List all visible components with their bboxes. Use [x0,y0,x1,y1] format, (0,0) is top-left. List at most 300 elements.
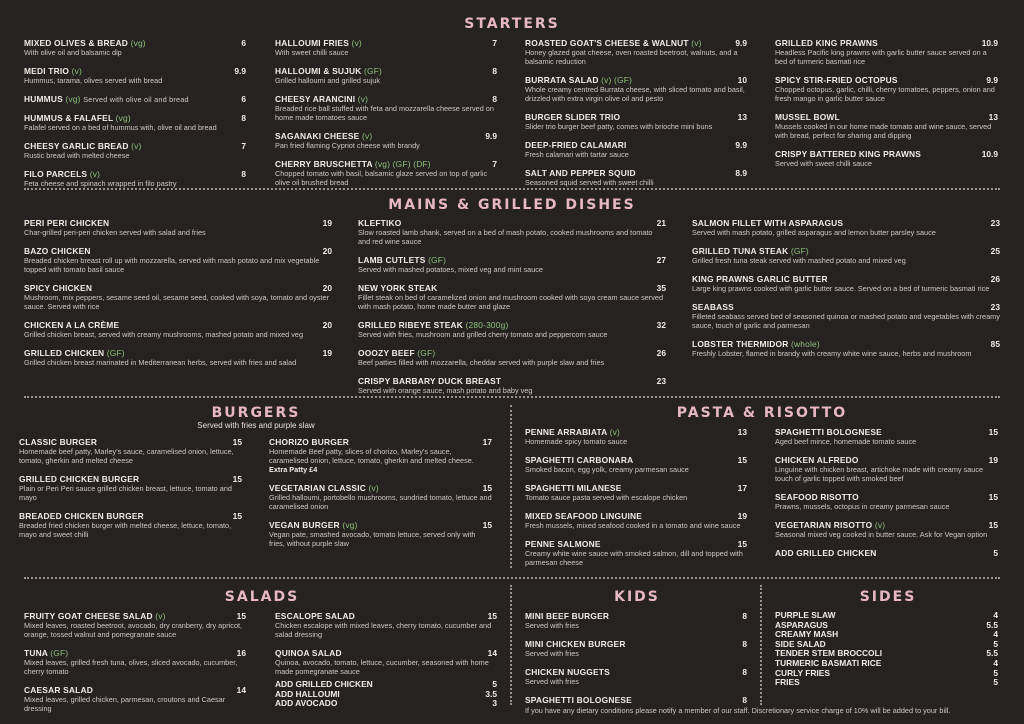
starters-title: STARTERS [464,16,560,32]
burgers-col-1 [19,437,242,548]
item-extra: Extra Patty £4 [269,465,318,474]
starters-col-4 [775,38,998,177]
item-description: Hummus, tarama, olives served with bread [24,76,163,85]
item-description: Headless Pacific king prawns with garlic butter sauce served on a bed of turmeric basmati rice [775,48,987,66]
item-diet-tag: (v) [357,94,369,104]
item-price: 15 [988,520,998,530]
menu-item [692,274,1000,293]
item-diet-tag: (vg) (GF) (DF) [374,159,431,169]
menu-item [24,169,246,188]
item-diet-tag: (GF) [106,348,125,358]
item-description: Served with mashed potatoes, mixed veg and mint sauce [358,265,543,274]
item-diet-tag: (v) [351,38,362,48]
item-name: GRILLED RIBEYE STEAK [358,320,463,330]
item-description: Vegan pate, smashed avocado, tomato lettuce, served only with fries, without purple slaw [269,530,476,548]
item-description: Served with sweet chilli sauce [775,159,872,168]
menu-item [692,218,1000,237]
item-description: Breaded fried chicken burger with melted cheese, lettuce, tomato, mayo and sweet chilli [19,521,232,539]
burgers-title: BURGERS [211,405,301,421]
item-description: Served with fries, mushroom and grilled cherry tomato and peppercorn sauce [358,330,608,339]
item-price: 7 [241,141,246,151]
item-price: 15 [487,611,497,621]
menu-item [269,483,492,511]
item-price: 15 [482,483,492,493]
menu-item [24,283,332,311]
item-price: 6 [241,38,246,48]
item-price: 23 [990,218,1000,228]
mains-title: MAINS & GRILLED DISHES [388,197,636,213]
menu-item [525,455,747,474]
item-diet-tag: (vg) [342,520,358,530]
item-description: Chopped octopus, garlic, chilli, cherry tomatoes, peppers, onion and fresh mango in garlic butter sauce [775,85,995,103]
item-name: SPAGHETTI BOLOGNESE [775,427,882,437]
item-price: 8 [742,667,747,677]
kids-title: KIDS [614,589,660,605]
item-price: 13 [988,112,998,122]
item-description: Whole creamy centred Burrata cheese, with sliced tomato and basil, drizzled with extra virgin olive oil and pesto [525,85,745,103]
menu-item [24,141,246,160]
divider [24,577,1000,579]
menu-item [269,437,492,474]
item-description: Slider trio burger beef patty, comes with brioche mini buns [525,122,713,131]
item-price: 15 [232,511,242,521]
item-description: Served with mash potato, grilled asparagus and lemon butter parsley sauce [692,228,936,237]
item-name: HALLOUMI FRIES [275,38,349,48]
item-diet-tag: (v) (GF) [601,75,633,85]
item-price: 10.9 [981,38,998,48]
item-price: 9.9 [986,75,998,85]
item-name: VEGAN BURGER [269,520,340,530]
item-description: Plain or Peri Peri sauce grilled chicken breast, lettuce, tomato and mayo [19,484,232,502]
menu-item [24,320,332,339]
item-price: 15 [236,611,246,621]
menu-item [358,255,666,274]
item-diet-tag: (v) [131,141,142,151]
item-name: SALMON FILLET WITH ASPARAGUS [692,218,844,228]
item-name: SPICY STIR-FRIED OCTOPUS [775,75,898,85]
item-description: Fresh mussels, mixed seafood cooked in a tomato and wine sauce [525,521,741,530]
item-name: KLEFTIKO [358,218,402,228]
item-name: ADD GRILLED CHICKEN [775,548,877,558]
item-description: Homemade Beef patty, slices of chorizo, Marley's sauce, caramelised onion, lettuce, tomato, gherkin and melted cheese. [269,447,474,465]
item-description: Mussels cooked in our home made tomato and wine sauce, served with bread, perfect for sharing and dipping [775,122,992,140]
kids-col [525,611,747,714]
salads-title: SALADS [224,589,300,605]
item-name: HALLOUMI & SUJUK [275,66,362,76]
item-description: Mixed leaves, grilled fresh tuna, olives, sliced avocado, cucumber, cherry tomato [24,658,238,676]
side-row: TENDER STEM BROCCOLI 5.5 [775,648,998,659]
item-name: KING PRAWNS GARLIC BUTTER [692,274,828,284]
item-name: CHEESY ARANCINI [275,94,356,104]
item-name: CHICKEN ALFREDO [775,455,859,465]
item-diet-tag: (GF) [790,246,809,256]
menu-item [525,611,747,630]
item-price: 5 [993,548,998,558]
item-diet-tag: (v) [609,427,620,437]
item-description: Mixed leaves, roasted beetroot, avocado, dry cranberry, dry apricot, orange, tossed walnut and pomegranate sauce [24,621,243,639]
menu-item [24,648,246,676]
menu-item [24,113,246,132]
item-name: GRILLED CHICKEN BURGER [19,474,140,484]
menu-item [275,38,497,57]
item-price: 8 [241,113,246,123]
item-diet-tag: (vg) [65,94,81,104]
item-price: 10 [737,75,747,85]
menu-item [525,539,747,567]
item-price: 25 [990,246,1000,256]
item-name: LAMB CUTLETS [358,255,426,265]
menu-item [692,339,1000,358]
menu-item [775,38,998,66]
item-description: Falafel served on a bed of hummus with, olive oil and bread [24,123,217,132]
item-price: 7 [492,38,497,48]
item-price: 21 [656,218,666,228]
item-price: 17 [482,437,492,447]
item-name: VEGETARIAN CLASSIC [269,483,366,493]
item-description: Freshly Lobster, flamed in brandy with creamy white wine sauce, herbs and mushroom [692,349,972,358]
item-name: CHERRY BRUSCHETTA [275,159,373,169]
item-diet-tag: (v) [368,483,379,493]
item-name: MIXED OLIVES & BREAD [24,38,129,48]
item-description: Beef patties filled with mozzarella, cheddar served with purple slaw and fries [358,358,605,367]
item-name: GRILLED KING PRAWNS [775,38,878,48]
item-name: CHICKEN NUGGETS [525,667,610,677]
item-name: ROASTED GOAT'S CHEESE & WALNUT [525,38,689,48]
menu-item [525,168,747,187]
item-price: 32 [656,320,666,330]
item-diet-tag: (v) [874,520,886,530]
item-name: MINI CHICKEN BURGER [525,639,626,649]
item-name: SPICY CHICKEN [24,283,93,293]
item-name: HUMMUS & FALAFEL [24,113,114,123]
menu-item [525,511,747,530]
item-description: Grilled chicken breast, served with creamy mushrooms, mashed potato and mixed veg [24,330,304,339]
item-description: Prawns, mussels, octopus in creamy parmesan sauce [775,502,950,511]
item-diet-tag: (v) [71,66,82,76]
item-price: 14 [487,648,497,658]
item-description: Rustic bread with melted cheese [24,151,130,160]
item-name: MEDI TRIO [24,66,70,76]
menu-item [525,112,747,131]
item-price: 15 [737,455,747,465]
item-diet-tag: (GF) [417,348,436,358]
burgers-subtitle: Served with fries and purple slaw [197,421,315,430]
menu-item [275,159,497,187]
item-name: CLASSIC BURGER [19,437,98,447]
item-name: SPAGHETTI CARBONARA [525,455,634,465]
item-description: With olive oil and balsamic dip [24,48,122,57]
item-description: Feta cheese and spinach wrapped in filo pastry [24,179,177,188]
item-price: 15 [232,474,242,484]
item-description: Served with fries [525,677,579,686]
item-name: SEAFOOD RISOTTO [775,492,859,502]
item-diet-tag: (GF) [50,648,69,658]
menu-item [775,149,998,168]
menu-item [358,376,666,395]
item-description: Served with olive oil and bread [83,95,189,104]
menu-item [525,639,747,658]
item-diet-tag: (vg) [130,38,146,48]
item-price: 15 [737,539,747,549]
item-name: CRISPY BATTERED KING PRAWNS [775,149,922,159]
menu-item [358,283,666,311]
item-price: 9.9 [234,66,246,76]
item-description: Creamy white wine sauce with smoked salmon, dill and topped with parmesan cheese [525,549,743,567]
menu-item [19,437,242,465]
divider [24,188,1000,190]
item-description: Homemade beef patty, Marley's sauce, caramelised onion, lettuce, tomato, gherkin and melted cheese [19,447,234,465]
item-name: MIXED SEAFOOD LINGUINE [525,511,643,521]
item-description: Linguine with chicken breast, artichoke made with creamy sauce touch of garlic topped with smoked beef [775,465,984,483]
item-diet-tag: (vg) [115,113,131,123]
item-description: Chopped tomato with basil, balsamic glaze served on top of garlic olive oil brushed bread [275,169,488,187]
item-name: SAGANAKI CHEESE [275,131,360,141]
addon-row: ADD HALLOUMI 3.5 [275,688,497,699]
item-price: 8 [742,611,747,621]
item-price: 8 [492,94,497,104]
menu-item [24,38,246,57]
item-name: BURRATA SALAD [525,75,599,85]
pasta-col-2 [775,427,998,567]
item-description: Served with fries [525,621,579,630]
item-name: GRILLED TUNA STEAK [692,246,789,256]
item-name: VEGETARIAN RISOTTO [775,520,873,530]
item-description: Grilled chicken breast marinated in Mediterranean herbs, served with fries and salad [24,358,297,367]
item-price: 15 [232,437,242,447]
menu-item [24,685,246,713]
item-name: MINI BEEF BURGER [525,611,610,621]
item-name: QUINOA SALAD [275,648,342,658]
menu-item [358,348,666,367]
menu-item [692,246,1000,265]
item-price: 15 [988,492,998,502]
burgers-col-2 [269,437,492,557]
item-price: 19 [737,511,747,521]
item-description: Mixed leaves, grilled chicken, parmesan, croutons and Caesar dressing [24,695,226,713]
salads-addons [275,680,497,709]
menu-item [269,520,492,548]
item-name: LOBSTER THERMIDOR [692,339,789,349]
menu-item [275,66,497,85]
item-description: Seasoned squid served with sweet chilli [525,178,654,187]
menu-item [24,94,246,104]
menu-item [525,140,747,159]
menu-item [275,648,497,676]
item-name: SPAGHETTI MILANESE [525,483,622,493]
item-price: 23 [990,302,1000,312]
menu-item [19,474,242,502]
menu-item [24,246,332,274]
item-name: SALT AND PEPPER SQUID [525,168,636,178]
menu-item [358,218,666,246]
item-description: Pan fried flaming Cypriot cheese with brandy [275,141,420,150]
item-diet-tag: (v) [361,131,373,141]
salads-col-2 [275,611,497,685]
item-price: 8.9 [735,168,747,178]
item-name: CAESAR SALAD [24,685,93,695]
menu-item [358,320,666,339]
item-description: Fillet steak on bed of caramelized onion and mushroom cooked with soya cream sauce served with mash potato, home made butter and glaze [358,293,664,311]
item-price: 20 [322,320,332,330]
menu-item [525,75,747,103]
item-price: 7 [492,159,497,169]
item-price: 19 [322,218,332,228]
menu-item [692,302,1000,330]
item-description: Breaded rice ball stuffed with feta and mozzarella cheese served on home made tomatoes sauce [275,104,494,122]
menu-item [24,66,246,85]
item-price: 15 [482,520,492,530]
pasta-title: PASTA & RISOTTO [676,405,848,421]
item-diet-tag: (GF) [428,255,447,265]
item-name: PENNE SALMONE [525,539,601,549]
mains-col-3 [692,218,1000,367]
item-description: Breaded chicken breast roll up with mozzarella, served with mash potato and mix vegetable topped with tomato basil sauce [24,256,320,274]
item-price: 6 [241,94,246,104]
menu-item [775,455,998,483]
item-diet-tag: (GF) [364,66,383,76]
item-price: 9.9 [735,140,747,150]
item-price: 9.9 [485,131,497,141]
item-description: With sweet chilli sauce [275,48,349,57]
side-row: TURMERIC BASMATI RICE 4 [775,657,998,668]
sides-list [775,611,998,688]
item-price: 8 [742,639,747,649]
item-price: 19 [322,348,332,358]
item-name: PERI PERI CHICKEN [24,218,110,228]
item-description: Mushroom, mix peppers, sesame seed oil, sesame seed, cooked with soya, tomato and oyster sauce. Served with rice [24,293,329,311]
item-diet-tag: (v) [691,38,702,48]
item-name: FILO PARCELS [24,169,88,179]
item-description: Chicken escalope with mixed leaves, cherry tomato, cucumber and salad dressing [275,621,492,639]
item-price: 14 [236,685,246,695]
item-diet-tag: (v) [155,611,166,621]
starters-col-2 [275,38,497,196]
item-price: 9.9 [735,38,747,48]
menu-item [775,492,998,511]
item-description: Grilled halloumi, portobello mushrooms, sundried tomato, lettuce and caramelised onion [269,493,492,511]
item-description: Served with orange sauce, mash potato and baby veg [358,386,533,395]
item-price: 16 [236,648,246,658]
addon-row: ADD AVOCADO 3 [275,698,497,709]
item-name: CHICKEN A LA CRÈME [24,320,120,330]
item-description: Grilled fresh tuna steak served with mashed potato and mixed veg [692,256,906,265]
item-price: 15 [988,427,998,437]
item-name: BREADED CHICKEN BURGER [19,511,144,521]
menu-item [775,427,998,446]
item-price: 85 [990,339,1000,349]
item-price: 17 [737,483,747,493]
item-name: SPAGHETTI BOLOGNESE [525,695,632,705]
menu-item [24,218,332,237]
item-price: 10.9 [981,149,998,159]
item-price: 35 [656,283,666,293]
item-price: 20 [322,246,332,256]
item-description: Slow roasted lamb shank, served on a bed of mash potato, cooked mushrooms and tomato and red wine sauce [358,228,653,246]
menu-item [775,520,998,539]
item-description: Large king prawns cooked with garlic butter sauce. Served on a bed of turmeric basmati rice [692,284,990,293]
item-price: 13 [737,427,747,437]
item-price: 26 [656,348,666,358]
item-price: 20 [322,283,332,293]
menu-item [525,38,747,66]
item-description: Tomato sauce pasta served with escalope chicken [525,493,688,502]
item-name: DEEP-FRIED CALAMARI [525,140,627,150]
side-row: SIDE SALAD 5 [775,638,998,649]
item-description: Filleted seabass served bed of seasoned quinoa or mashed potato and vegetables with creamy sauce, touch of garlic and parmesan [692,312,1000,330]
item-name: GRILLED CHICKEN [24,348,105,358]
item-description: Homemade spicy tomato sauce [525,437,628,446]
item-price: 27 [656,255,666,265]
item-description: Honey glazed goat cheese, oven roasted beetroot, walnuts, and a balsamic reduction [525,48,738,66]
item-name: MUSSEL BOWL [775,112,840,122]
side-row: CURLY FRIES 5 [775,667,998,678]
menu-item [275,611,497,639]
item-name: FRUITY GOAT CHEESE SALAD [24,611,153,621]
side-row: ASPARAGUS 5.5 [775,619,998,630]
footer-note: If you have any dietary conditions please notify a member of our staff. Discretionary service charge of 10% will be added to your bill. [525,706,951,715]
item-diet-tag: (whole) [791,339,820,349]
menu-item [775,548,998,558]
item-price: 13 [737,112,747,122]
menu-item [275,131,497,150]
menu-item [525,695,747,705]
starters-col-1 [24,38,246,197]
pasta-col-1 [525,427,747,576]
item-price: 8 [742,695,747,705]
item-description: Fresh calamari with tartar sauce [525,150,629,159]
item-price: 26 [990,274,1000,284]
item-name: BAZO CHICKEN [24,246,91,256]
menu-item [275,94,497,122]
menu-item [775,75,998,103]
item-description: Aged beef mince, homemade tomato sauce [775,437,917,446]
item-description: Grilled halloumi and grilled sujuk [275,76,381,85]
item-description: Quinoa, avocado, tomato, lettuce, cucumber, seasoned with home made pomegranate sauce [275,658,489,676]
salads-col-1 [24,611,246,722]
divider [760,585,762,705]
side-row: CREAMY MASH 4 [775,629,998,640]
divider [24,396,1000,398]
sides-title: SIDES [859,589,917,605]
menu-item [19,511,242,539]
item-description: Served with fries [525,649,579,658]
side-row: FRIES 5 [775,677,998,688]
item-description: Seasonal mixed veg cooked in butter sauce. Ask for Vegan option [775,530,988,539]
item-name: CRISPY BARBARY DUCK BREAST [358,376,502,386]
item-diet-tag: (280-300g) [465,320,509,330]
item-name: ESCALOPE SALAD [275,611,356,621]
item-price: 8 [241,169,246,179]
item-name: PENNE ARRABIATA [525,427,608,437]
item-name: BURGER SLIDER TRIO [525,112,621,122]
item-diet-tag: (v) [89,169,101,179]
item-name: CHEESY GARLIC BREAD [24,141,129,151]
mains-col-1 [24,218,332,376]
item-name: NEW YORK STEAK [358,283,438,293]
menu-item [24,348,332,367]
menu-item [24,611,246,639]
item-description: Char-grilled peri-peri chicken served with salad and fries [24,228,206,237]
item-price: 19 [988,455,998,465]
item-name: SEABASS [692,302,734,312]
item-name: TUNA [24,648,48,658]
side-row: PURPLE SLAW 4 [775,610,998,620]
addon-row: ADD GRILLED CHICKEN 5 [275,679,497,689]
item-price: 23 [656,376,666,386]
item-name: OOOZY BEEF [358,348,415,358]
menu-item [525,667,747,686]
divider [510,405,512,568]
